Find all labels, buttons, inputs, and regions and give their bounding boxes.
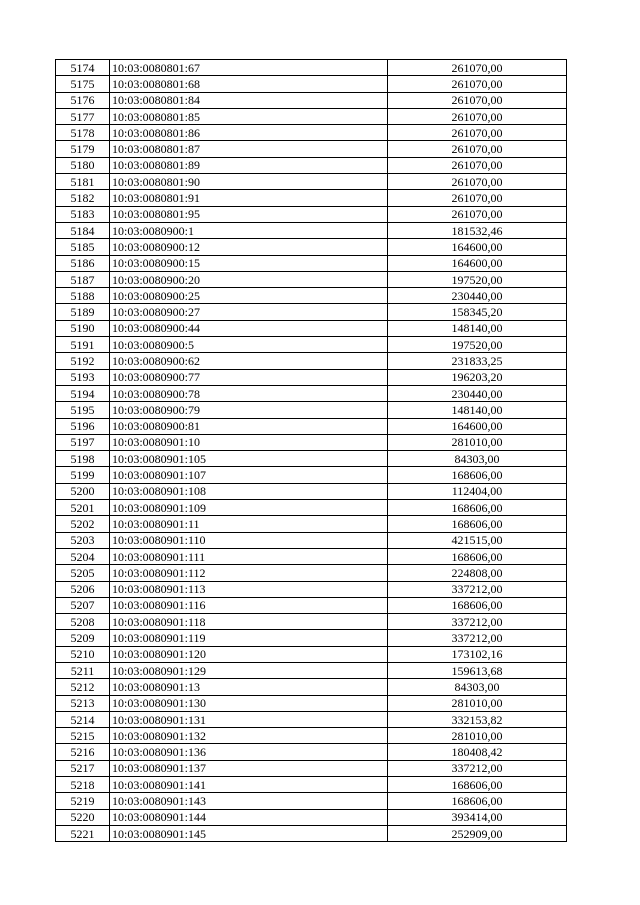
row-number-cell: 5205 <box>56 565 110 581</box>
cadastral-number-cell: 10:03:0080901:107 <box>110 467 388 483</box>
cadastral-number-cell: 10:03:0080901:11 <box>110 516 388 532</box>
row-number-cell: 5220 <box>56 809 110 825</box>
value-cell: 168606,00 <box>388 597 567 613</box>
value-cell: 224808,00 <box>388 565 567 581</box>
cadastral-number-cell: 10:03:0080901:105 <box>110 451 388 467</box>
value-cell: 148140,00 <box>388 320 567 336</box>
table-row <box>56 239 567 255</box>
value-cell: 261070,00 <box>388 92 567 108</box>
row-number-cell: 5190 <box>56 320 110 336</box>
row-number-cell: 5181 <box>56 174 110 190</box>
value-cell: 84303,00 <box>388 679 567 695</box>
cadastral-number-cell: 10:03:0080901:137 <box>110 760 388 776</box>
value-cell: 168606,00 <box>388 548 567 564</box>
row-number-cell: 5195 <box>56 402 110 418</box>
table-row <box>56 793 567 809</box>
table-row <box>56 646 567 662</box>
row-number-cell: 5186 <box>56 255 110 271</box>
table-row <box>56 157 567 173</box>
value-cell: 112404,00 <box>388 483 567 499</box>
cadastral-number-cell: 10:03:0080900:5 <box>110 337 388 353</box>
row-number-cell: 5183 <box>56 206 110 222</box>
row-number-cell: 5202 <box>56 516 110 532</box>
cadastral-number-cell: 10:03:0080901:129 <box>110 662 388 678</box>
cadastral-number-cell: 10:03:0080901:118 <box>110 614 388 630</box>
value-cell: 173102,16 <box>388 646 567 662</box>
value-cell: 337212,00 <box>388 614 567 630</box>
row-number-cell: 5197 <box>56 434 110 450</box>
cadastral-number-cell: 10:03:0080901:144 <box>110 809 388 825</box>
cadastral-number-cell: 10:03:0080900:44 <box>110 320 388 336</box>
value-cell: 337212,00 <box>388 760 567 776</box>
table-row <box>56 434 567 450</box>
cadastral-number-cell: 10:03:0080900:78 <box>110 385 388 401</box>
table-row <box>56 744 567 760</box>
cadastral-number-cell: 10:03:0080901:108 <box>110 483 388 499</box>
table-row <box>56 271 567 287</box>
value-cell: 180408,42 <box>388 744 567 760</box>
row-number-cell: 5213 <box>56 695 110 711</box>
row-number-cell: 5218 <box>56 777 110 793</box>
table-row <box>56 190 567 206</box>
cadastral-number-cell: 10:03:0080901:111 <box>110 548 388 564</box>
cadastral-number-cell: 10:03:0080900:12 <box>110 239 388 255</box>
row-number-cell: 5180 <box>56 157 110 173</box>
cadastral-number-cell: 10:03:0080801:90 <box>110 174 388 190</box>
row-number-cell: 5185 <box>56 239 110 255</box>
value-cell: 230440,00 <box>388 385 567 401</box>
cadastral-number-cell: 10:03:0080900:1 <box>110 222 388 238</box>
value-cell: 164600,00 <box>388 418 567 434</box>
cadastral-number-cell: 10:03:0080900:20 <box>110 271 388 287</box>
row-number-cell: 5211 <box>56 662 110 678</box>
value-cell: 261070,00 <box>388 125 567 141</box>
cadastral-number-cell: 10:03:0080901:109 <box>110 500 388 516</box>
cadastral-number-cell: 10:03:0080801:95 <box>110 206 388 222</box>
row-number-cell: 5192 <box>56 353 110 369</box>
table-row <box>56 141 567 157</box>
row-number-cell: 5198 <box>56 451 110 467</box>
value-cell: 230440,00 <box>388 288 567 304</box>
row-number-cell: 5184 <box>56 222 110 238</box>
value-cell: 158345,20 <box>388 304 567 320</box>
table-row <box>56 516 567 532</box>
value-cell: 164600,00 <box>388 239 567 255</box>
value-cell: 168606,00 <box>388 467 567 483</box>
row-number-cell: 5209 <box>56 630 110 646</box>
cadastral-number-cell: 10:03:0080900:77 <box>110 369 388 385</box>
value-cell: 393414,00 <box>388 809 567 825</box>
table-row <box>56 760 567 776</box>
row-number-cell: 5215 <box>56 728 110 744</box>
value-cell: 332153,82 <box>388 711 567 727</box>
cadastral-number-cell: 10:03:0080801:91 <box>110 190 388 206</box>
value-cell: 261070,00 <box>388 206 567 222</box>
table-row <box>56 711 567 727</box>
row-number-cell: 5200 <box>56 483 110 499</box>
row-number-cell: 5178 <box>56 125 110 141</box>
cadastral-number-cell: 10:03:0080901:10 <box>110 434 388 450</box>
value-cell: 159613,68 <box>388 662 567 678</box>
cadastral-number-cell: 10:03:0080901:141 <box>110 777 388 793</box>
table-row <box>56 825 567 841</box>
cadastral-number-cell: 10:03:0080900:25 <box>110 288 388 304</box>
cadastral-number-cell: 10:03:0080901:13 <box>110 679 388 695</box>
value-cell: 261070,00 <box>388 76 567 92</box>
table-body <box>56 60 567 842</box>
value-cell: 168606,00 <box>388 516 567 532</box>
cadastral-number-cell: 10:03:0080901:112 <box>110 565 388 581</box>
table-row <box>56 728 567 744</box>
table-row <box>56 174 567 190</box>
row-number-cell: 5177 <box>56 108 110 124</box>
row-number-cell: 5182 <box>56 190 110 206</box>
value-cell: 84303,00 <box>388 451 567 467</box>
row-number-cell: 5194 <box>56 385 110 401</box>
row-number-cell: 5212 <box>56 679 110 695</box>
table-row <box>56 288 567 304</box>
value-cell: 148140,00 <box>388 402 567 418</box>
value-cell: 281010,00 <box>388 695 567 711</box>
table-row <box>56 565 567 581</box>
value-cell: 261070,00 <box>388 190 567 206</box>
value-cell: 252909,00 <box>388 825 567 841</box>
cadastral-value-table <box>55 59 567 842</box>
value-cell: 421515,00 <box>388 532 567 548</box>
value-cell: 261070,00 <box>388 108 567 124</box>
table-row <box>56 60 567 76</box>
table-row <box>56 353 567 369</box>
cadastral-number-cell: 10:03:0080801:84 <box>110 92 388 108</box>
row-number-cell: 5199 <box>56 467 110 483</box>
cadastral-number-cell: 10:03:0080901:110 <box>110 532 388 548</box>
cadastral-number-cell: 10:03:0080801:67 <box>110 60 388 76</box>
table-row <box>56 597 567 613</box>
table-row <box>56 385 567 401</box>
value-cell: 337212,00 <box>388 581 567 597</box>
cadastral-number-cell: 10:03:0080901:145 <box>110 825 388 841</box>
table-row <box>56 630 567 646</box>
cadastral-number-cell: 10:03:0080801:87 <box>110 141 388 157</box>
table-row <box>56 337 567 353</box>
cadastral-number-cell: 10:03:0080901:116 <box>110 597 388 613</box>
row-number-cell: 5206 <box>56 581 110 597</box>
row-number-cell: 5196 <box>56 418 110 434</box>
cadastral-number-cell: 10:03:0080900:79 <box>110 402 388 418</box>
row-number-cell: 5193 <box>56 369 110 385</box>
cadastral-number-cell: 10:03:0080901:136 <box>110 744 388 760</box>
row-number-cell: 5175 <box>56 76 110 92</box>
cadastral-number-cell: 10:03:0080801:86 <box>110 125 388 141</box>
table-row <box>56 125 567 141</box>
row-number-cell: 5191 <box>56 337 110 353</box>
cadastral-number-cell: 10:03:0080901:132 <box>110 728 388 744</box>
value-cell: 261070,00 <box>388 157 567 173</box>
table-row <box>56 92 567 108</box>
row-number-cell: 5179 <box>56 141 110 157</box>
value-cell: 197520,00 <box>388 271 567 287</box>
table-row <box>56 369 567 385</box>
row-number-cell: 5210 <box>56 646 110 662</box>
row-number-cell: 5217 <box>56 760 110 776</box>
table-row <box>56 695 567 711</box>
cadastral-number-cell: 10:03:0080801:89 <box>110 157 388 173</box>
row-number-cell: 5188 <box>56 288 110 304</box>
cadastral-number-cell: 10:03:0080901:130 <box>110 695 388 711</box>
value-cell: 164600,00 <box>388 255 567 271</box>
cadastral-number-cell: 10:03:0080901:120 <box>110 646 388 662</box>
row-number-cell: 5174 <box>56 60 110 76</box>
cadastral-number-cell: 10:03:0080900:62 <box>110 353 388 369</box>
row-number-cell: 5187 <box>56 271 110 287</box>
value-cell: 261070,00 <box>388 174 567 190</box>
table-row <box>56 108 567 124</box>
table-row <box>56 222 567 238</box>
row-number-cell: 5207 <box>56 597 110 613</box>
value-cell: 168606,00 <box>388 777 567 793</box>
value-cell: 281010,00 <box>388 728 567 744</box>
table-row <box>56 304 567 320</box>
value-cell: 168606,00 <box>388 793 567 809</box>
table-row <box>56 467 567 483</box>
cadastral-number-cell: 10:03:0080801:85 <box>110 108 388 124</box>
table-row <box>56 548 567 564</box>
row-number-cell: 5176 <box>56 92 110 108</box>
table-row <box>56 532 567 548</box>
cadastral-number-cell: 10:03:0080900:27 <box>110 304 388 320</box>
table-row <box>56 777 567 793</box>
row-number-cell: 5221 <box>56 825 110 841</box>
table-row <box>56 255 567 271</box>
table-row <box>56 483 567 499</box>
cadastral-number-cell: 10:03:0080901:143 <box>110 793 388 809</box>
cadastral-number-cell: 10:03:0080901:131 <box>110 711 388 727</box>
table-row <box>56 402 567 418</box>
row-number-cell: 5204 <box>56 548 110 564</box>
table-row <box>56 614 567 630</box>
value-cell: 337212,00 <box>388 630 567 646</box>
value-cell: 261070,00 <box>388 60 567 76</box>
cadastral-number-cell: 10:03:0080900:15 <box>110 255 388 271</box>
value-cell: 168606,00 <box>388 500 567 516</box>
cadastral-number-cell: 10:03:0080801:68 <box>110 76 388 92</box>
table-row <box>56 206 567 222</box>
row-number-cell: 5208 <box>56 614 110 630</box>
value-cell: 281010,00 <box>388 434 567 450</box>
row-number-cell: 5203 <box>56 532 110 548</box>
value-cell: 261070,00 <box>388 141 567 157</box>
table-row <box>56 76 567 92</box>
table-row <box>56 581 567 597</box>
cadastral-number-cell: 10:03:0080901:113 <box>110 581 388 597</box>
value-cell: 197520,00 <box>388 337 567 353</box>
row-number-cell: 5216 <box>56 744 110 760</box>
value-cell: 196203,20 <box>388 369 567 385</box>
value-cell: 181532,46 <box>388 222 567 238</box>
row-number-cell: 5189 <box>56 304 110 320</box>
table-row <box>56 662 567 678</box>
cadastral-number-cell: 10:03:0080901:119 <box>110 630 388 646</box>
row-number-cell: 5219 <box>56 793 110 809</box>
table-row <box>56 418 567 434</box>
row-number-cell: 5201 <box>56 500 110 516</box>
table-row <box>56 679 567 695</box>
table-row <box>56 809 567 825</box>
cadastral-number-cell: 10:03:0080900:81 <box>110 418 388 434</box>
row-number-cell: 5214 <box>56 711 110 727</box>
value-cell: 231833,25 <box>388 353 567 369</box>
table-row <box>56 500 567 516</box>
table-row <box>56 320 567 336</box>
table-row <box>56 451 567 467</box>
